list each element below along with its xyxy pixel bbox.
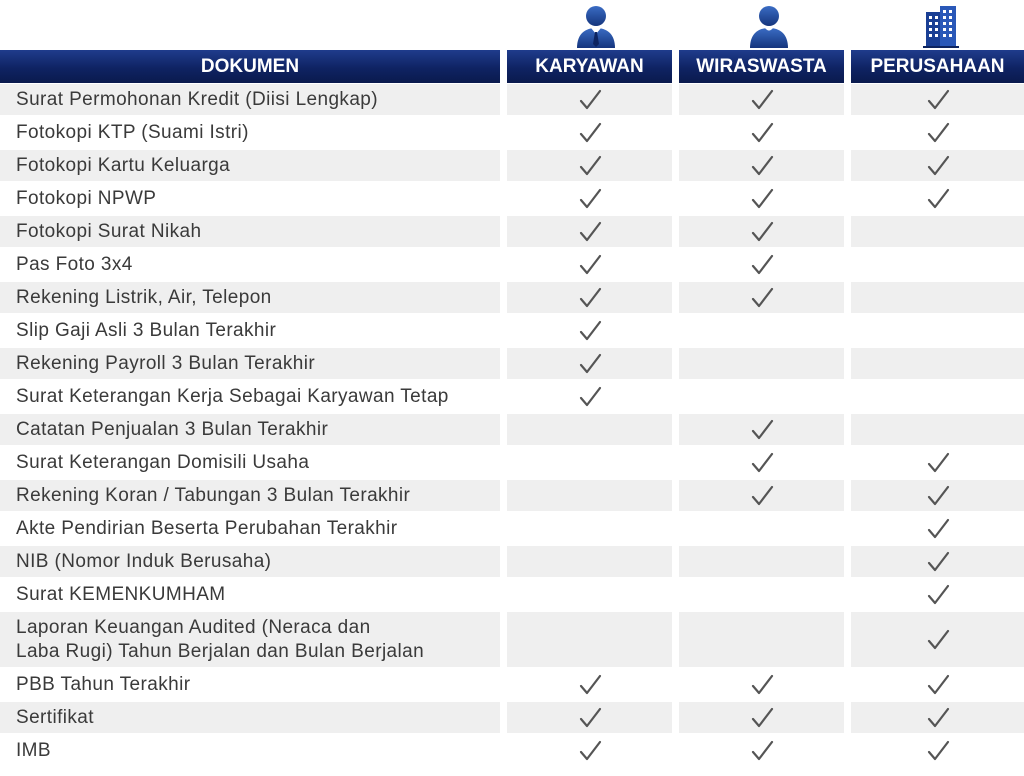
document-label: Rekening Listrik, Air, Telepon bbox=[0, 281, 507, 314]
cell-wiraswasta bbox=[679, 611, 851, 668]
cell-perusahaan bbox=[851, 215, 1024, 248]
document-label: PBB Tahun Terakhir bbox=[0, 668, 507, 701]
employee-icon bbox=[575, 4, 617, 48]
document-label: Fotokopi Surat Nikah bbox=[0, 215, 507, 248]
cell-karyawan bbox=[507, 281, 679, 314]
table-row bbox=[0, 413, 1024, 446]
check-icon bbox=[578, 739, 602, 763]
cell-karyawan bbox=[507, 149, 679, 182]
table-row bbox=[0, 182, 1024, 215]
cell-perusahaan bbox=[851, 512, 1024, 545]
document-label: Akte Pendirian Beserta Perubahan Terakhir bbox=[0, 512, 507, 545]
cell-karyawan bbox=[507, 512, 679, 545]
document-label: Rekening Koran / Tabungan 3 Bulan Terakhir bbox=[0, 479, 507, 512]
cell-perusahaan bbox=[851, 578, 1024, 611]
cell-perusahaan bbox=[851, 479, 1024, 512]
document-label: NIB (Nomor Induk Berusaha) bbox=[0, 545, 507, 578]
check-icon bbox=[926, 187, 950, 211]
document-label: Laporan Keuangan Audited (Neraca dan Laba Rugi) Tahun Berjalan dan Bulan Berjalan bbox=[0, 611, 507, 668]
cell-wiraswasta bbox=[679, 182, 851, 215]
table-row bbox=[0, 479, 1024, 512]
check-icon bbox=[926, 739, 950, 763]
check-icon bbox=[578, 319, 602, 343]
check-icon bbox=[750, 739, 774, 763]
cell-wiraswasta bbox=[679, 413, 851, 446]
check-icon bbox=[926, 673, 950, 697]
check-icon bbox=[750, 286, 774, 310]
cell-karyawan bbox=[507, 611, 679, 668]
cell-perusahaan bbox=[851, 380, 1024, 413]
check-icon bbox=[578, 88, 602, 112]
check-icon bbox=[926, 88, 950, 112]
cell-wiraswasta bbox=[679, 116, 851, 149]
check-icon bbox=[926, 121, 950, 145]
cell-wiraswasta bbox=[679, 83, 851, 116]
check-icon bbox=[750, 451, 774, 475]
table-row bbox=[0, 380, 1024, 413]
cell-wiraswasta bbox=[679, 215, 851, 248]
cell-karyawan bbox=[507, 734, 679, 767]
document-requirements-table bbox=[0, 50, 1024, 767]
check-icon bbox=[578, 286, 602, 310]
table-row bbox=[0, 149, 1024, 182]
check-icon bbox=[578, 220, 602, 244]
check-icon bbox=[926, 154, 950, 178]
table-row bbox=[0, 545, 1024, 578]
cell-wiraswasta bbox=[679, 578, 851, 611]
check-icon bbox=[578, 385, 602, 409]
cell-wiraswasta bbox=[679, 347, 851, 380]
cell-karyawan bbox=[507, 314, 679, 347]
check-icon bbox=[926, 628, 950, 652]
header-wiraswasta: WIRASWASTA bbox=[679, 50, 851, 83]
table-row bbox=[0, 116, 1024, 149]
cell-karyawan bbox=[507, 83, 679, 116]
check-icon bbox=[750, 253, 774, 277]
document-label: Surat Keterangan Domisili Usaha bbox=[0, 446, 507, 479]
document-label: Fotokopi Kartu Keluarga bbox=[0, 149, 507, 182]
check-icon bbox=[578, 673, 602, 697]
cell-wiraswasta bbox=[679, 734, 851, 767]
document-label: Catatan Penjualan 3 Bulan Terakhir bbox=[0, 413, 507, 446]
cell-perusahaan bbox=[851, 149, 1024, 182]
table-row bbox=[0, 347, 1024, 380]
table-row bbox=[0, 512, 1024, 545]
check-icon bbox=[926, 706, 950, 730]
cell-perusahaan bbox=[851, 701, 1024, 734]
document-label: Surat KEMENKUMHAM bbox=[0, 578, 507, 611]
document-label: Surat Keterangan Kerja Sebagai Karyawan Tetap bbox=[0, 380, 507, 413]
cell-perusahaan bbox=[851, 611, 1024, 668]
cell-perusahaan bbox=[851, 248, 1024, 281]
cell-karyawan bbox=[507, 578, 679, 611]
check-icon bbox=[926, 517, 950, 541]
cell-karyawan bbox=[507, 413, 679, 446]
document-label: Surat Permohonan Kredit (Diisi Lengkap) bbox=[0, 83, 507, 116]
cell-perusahaan bbox=[851, 281, 1024, 314]
entrepreneur-icon bbox=[748, 4, 790, 48]
check-icon bbox=[926, 484, 950, 508]
cell-wiraswasta bbox=[679, 479, 851, 512]
cell-karyawan bbox=[507, 545, 679, 578]
cell-perusahaan bbox=[851, 182, 1024, 215]
document-label: Rekening Payroll 3 Bulan Terakhir bbox=[0, 347, 507, 380]
check-icon bbox=[750, 187, 774, 211]
cell-wiraswasta bbox=[679, 149, 851, 182]
table-header-row bbox=[0, 50, 1024, 83]
document-label: Slip Gaji Asli 3 Bulan Terakhir bbox=[0, 314, 507, 347]
cell-perusahaan bbox=[851, 347, 1024, 380]
check-icon bbox=[750, 484, 774, 508]
header-karyawan: KARYAWAN bbox=[507, 50, 679, 83]
cell-perusahaan bbox=[851, 446, 1024, 479]
cell-karyawan bbox=[507, 182, 679, 215]
company-building-icon bbox=[920, 4, 962, 48]
cell-karyawan bbox=[507, 248, 679, 281]
table-row bbox=[0, 446, 1024, 479]
table-row bbox=[0, 215, 1024, 248]
cell-wiraswasta bbox=[679, 668, 851, 701]
cell-karyawan bbox=[507, 116, 679, 149]
document-label: Pas Foto 3x4 bbox=[0, 248, 507, 281]
table-row bbox=[0, 314, 1024, 347]
cell-wiraswasta bbox=[679, 314, 851, 347]
check-icon bbox=[926, 583, 950, 607]
cell-wiraswasta bbox=[679, 281, 851, 314]
check-icon bbox=[578, 253, 602, 277]
table-row bbox=[0, 734, 1024, 767]
check-icon bbox=[750, 220, 774, 244]
cell-wiraswasta bbox=[679, 446, 851, 479]
cell-wiraswasta bbox=[679, 248, 851, 281]
check-icon bbox=[578, 154, 602, 178]
cell-perusahaan bbox=[851, 413, 1024, 446]
cell-wiraswasta bbox=[679, 512, 851, 545]
check-icon bbox=[578, 352, 602, 376]
check-icon bbox=[578, 706, 602, 730]
check-icon bbox=[750, 88, 774, 112]
cell-karyawan bbox=[507, 347, 679, 380]
check-icon bbox=[926, 550, 950, 574]
cell-perusahaan bbox=[851, 116, 1024, 149]
cell-karyawan bbox=[507, 701, 679, 734]
cell-karyawan bbox=[507, 380, 679, 413]
cell-karyawan bbox=[507, 446, 679, 479]
cell-karyawan bbox=[507, 479, 679, 512]
check-icon bbox=[750, 673, 774, 697]
cell-wiraswasta bbox=[679, 701, 851, 734]
document-label: Fotokopi NPWP bbox=[0, 182, 507, 215]
table-row bbox=[0, 281, 1024, 314]
check-icon bbox=[750, 121, 774, 145]
header-perusahaan: PERUSAHAAN bbox=[851, 50, 1024, 83]
cell-perusahaan bbox=[851, 734, 1024, 767]
cell-karyawan bbox=[507, 668, 679, 701]
header-icons bbox=[0, 0, 1024, 50]
header-dokumen: DOKUMEN bbox=[0, 50, 507, 83]
cell-perusahaan bbox=[851, 668, 1024, 701]
cell-wiraswasta bbox=[679, 545, 851, 578]
table-row bbox=[0, 668, 1024, 701]
table-row bbox=[0, 578, 1024, 611]
check-icon bbox=[750, 418, 774, 442]
table-row bbox=[0, 611, 1024, 668]
check-icon bbox=[578, 121, 602, 145]
document-label: Sertifikat bbox=[0, 701, 507, 734]
cell-karyawan bbox=[507, 215, 679, 248]
check-icon bbox=[750, 154, 774, 178]
cell-wiraswasta bbox=[679, 380, 851, 413]
cell-perusahaan bbox=[851, 314, 1024, 347]
table-row bbox=[0, 701, 1024, 734]
table-row bbox=[0, 83, 1024, 116]
check-icon bbox=[750, 706, 774, 730]
cell-perusahaan bbox=[851, 83, 1024, 116]
table-row bbox=[0, 248, 1024, 281]
document-label: IMB bbox=[0, 734, 507, 767]
document-label: Fotokopi KTP (Suami Istri) bbox=[0, 116, 507, 149]
check-icon bbox=[926, 451, 950, 475]
check-icon bbox=[578, 187, 602, 211]
cell-perusahaan bbox=[851, 545, 1024, 578]
